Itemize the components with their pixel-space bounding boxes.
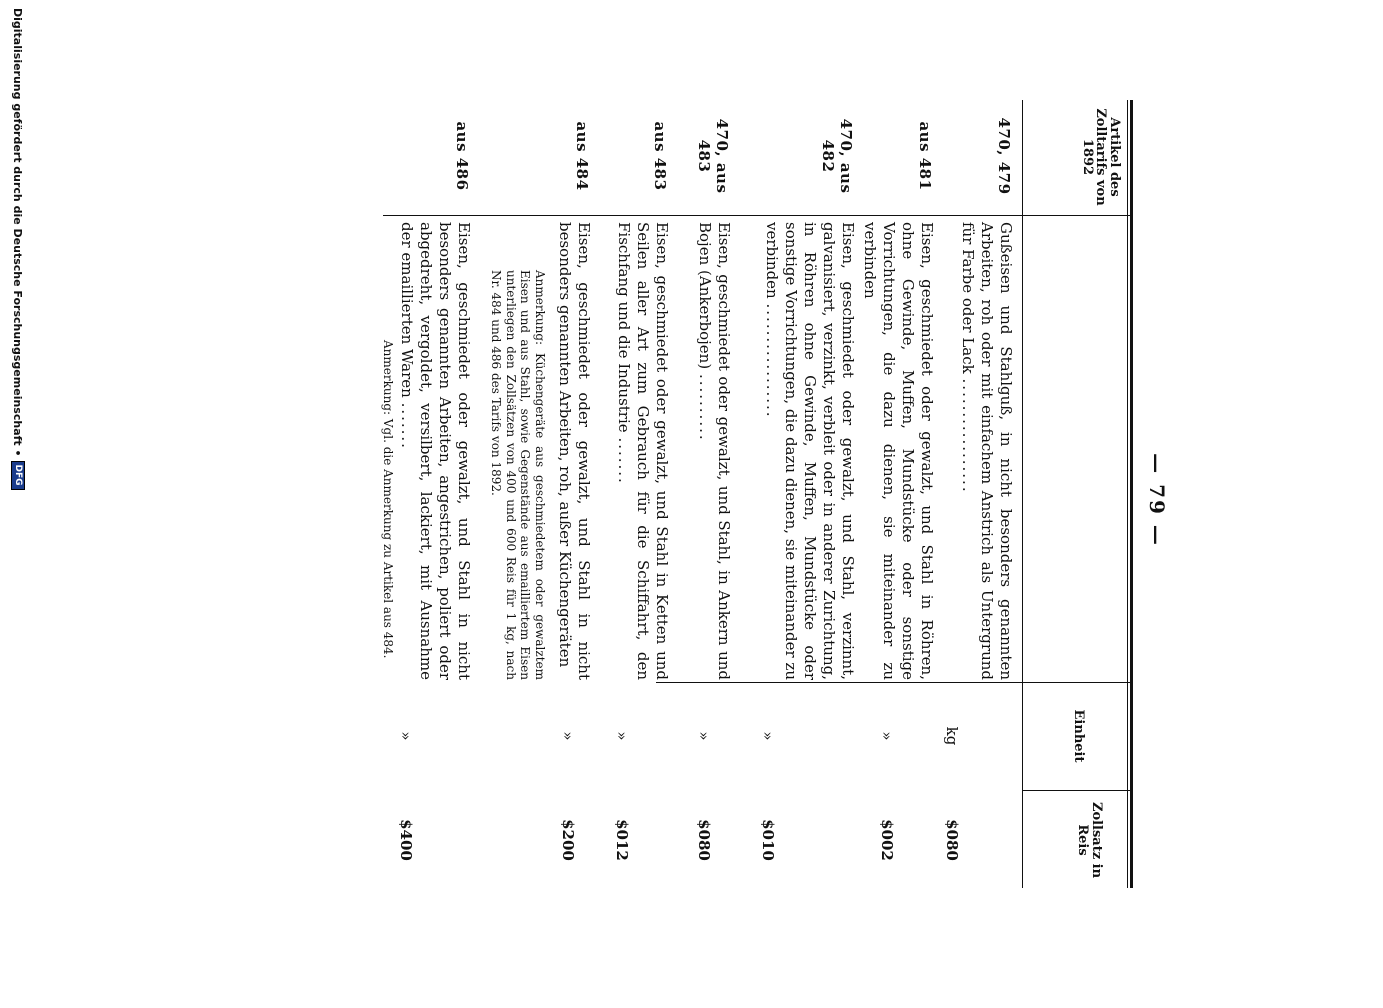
- item-description: Eisen, geschmiedet oder gewalzt, und Stahl, in Ankern und Bojen (Ankerbojen) ..........: [696, 222, 733, 680]
- item-description: Gußeisen und Stahlguß, in nicht besonders genannten Arbeiten, roh oder mit einfachem Anstrich als Untergrund für Farbe oder Lack .................: [959, 222, 1015, 680]
- tariff-table: [383, 100, 1133, 888]
- header-article: Artikel des Zolltarifs von 1892: [1079, 108, 1122, 206]
- item-rate: $080: [695, 819, 713, 861]
- article-number: aus 484: [573, 121, 591, 191]
- item-unit: »: [759, 731, 777, 741]
- page-number: — 79 —: [1145, 453, 1169, 547]
- digitization-footer: [11, 0, 25, 1008]
- table-row: [383, 100, 473, 888]
- item-rate: $400: [397, 819, 415, 861]
- item-description: Eisen, geschmiedet oder gewalzt, und Stahl in nicht besonders genannten Arbeiten, roh, außer Küchengeräten: [556, 222, 593, 680]
- article-number: 470, aus 482: [819, 118, 855, 194]
- item-note: Anmerkung: Küchengeräte aus geschmiedetem oder gewalztem Eisen und aus Stahl, sowie Gegenstände aus emailliertem Eisen unterliegen den Zollsätzen von 400 und 600 Reis für 1 kg, nach Nr. 484 und 486 des Tarifs von 1892.: [489, 270, 547, 680]
- item-note: Anmerkung: Vgl. die Anmerkung zu Artikel aus 484.: [381, 340, 395, 659]
- table-top-rule-thin: [1127, 100, 1128, 888]
- item-unit: »: [878, 731, 896, 741]
- item-description: Eisen, geschmiedet oder gewalzt, und Stahl in Röhren, ohne Gewinde, Muffen, Mundstücke oder sonstige Vorrichtungen, die dazu dienen, sie miteinander zu verbinden: [861, 222, 936, 680]
- item-unit: »: [695, 731, 713, 741]
- article-number: 470, 479: [995, 117, 1013, 195]
- item-rate: $010: [759, 819, 777, 861]
- item-unit: »: [397, 731, 415, 741]
- item-description: Eisen, geschmiedet oder gewalzt, und Stahl in nicht besonders genannten Arbeiten, angestrichen, poliert oder abgedreht, vergoldet, versilbert, lackiert, mit Ausnahme der emaillierten Waren .......: [398, 222, 473, 680]
- table-row: [675, 100, 733, 888]
- item-unit: »: [613, 731, 631, 741]
- table-row: [593, 100, 671, 888]
- table-top-rule: [1130, 100, 1133, 888]
- item-description: Eisen, geschmiedet oder gewalzt, und Stahl in Ketten und Seilen aller Art zum Gebrauch für die Schiffahrt, den Fischfang und die Industrie .......: [615, 222, 671, 680]
- table-row: [735, 100, 857, 888]
- column-separator: [1023, 790, 1133, 791]
- item-description: Eisen, geschmiedet oder gewalzt, und Stahl, verzinnt, galvanisiert, verzinkt, verbleit oder in anderer Zurichtung, in Röhren ohne Gewinde, Muffen, Mundstücke oder sonstige Vorrichtungen, die dazu dienen, sie miteinander zu verbinden .................: [763, 222, 857, 680]
- item-rate: $200: [559, 819, 577, 861]
- item-rate: $002: [878, 819, 896, 861]
- article-number: aus 483: [651, 121, 669, 191]
- article-number: 470, aus 483: [695, 118, 731, 194]
- item-unit: »: [559, 731, 577, 741]
- article-number: aus 481: [916, 121, 934, 191]
- table-row: [937, 100, 1015, 888]
- item-rate: $012: [613, 819, 631, 861]
- header-unit: Einheit: [1071, 709, 1086, 763]
- dfg-logo: DFG: [11, 461, 25, 490]
- item-rate: $080: [943, 819, 961, 861]
- column-separator: [1023, 215, 1133, 216]
- article-number: aus 486: [453, 121, 471, 191]
- footer-text: Digitalisierung gefördert durch die Deutsche Forschungsgemeinschaft •: [11, 8, 25, 457]
- header-bottom-rule: [1022, 100, 1023, 888]
- header-rate: Zollsatz in Reis: [1075, 801, 1104, 879]
- item-unit: kg: [943, 726, 961, 746]
- table-row: [858, 100, 936, 888]
